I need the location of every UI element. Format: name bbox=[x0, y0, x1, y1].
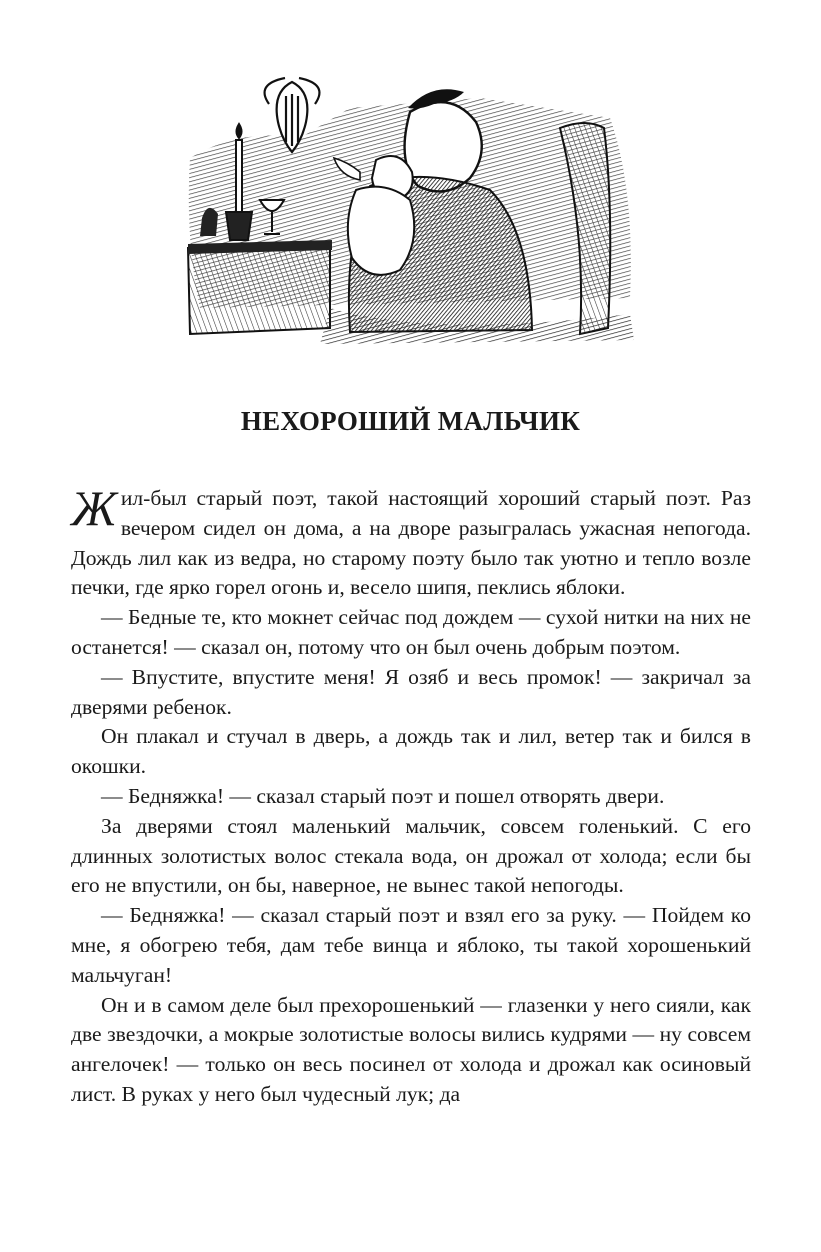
story-text bbox=[71, 480, 751, 1110]
paragraph: За дверями стоял маленький мальчик, совсем голенький. С его длинных золотистых волос стекала вода, он дрожал от холода; если бы его не впустили, он бы, наверное, не вынес такой непогоды. bbox=[71, 813, 751, 898]
drop-cap: Ж bbox=[71, 480, 117, 536]
paragraph: — Бедные те, кто мокнет сейчас под дождем — сухой нитки на них не останется! — сказал он, потому что он был очень добрым поэтом. bbox=[71, 605, 751, 659]
paragraph bbox=[71, 480, 751, 603]
paragraph: — Бедняжка! — сказал старый поэт и взял его за руку. — Пойдем ко мне, я обогрею тебя, дам тебе винца и яблоко, ты такой хорошенький мальчуган! bbox=[71, 903, 751, 987]
engraving-illustration bbox=[180, 68, 642, 348]
paragraph: Он и в самом деле был прехорошенький — глазенки у него сияли, как две звездочки, а мокрые золотистые волосы вились кудрями — ну совсем ангелочек! — только он весь посинел от холода и дрожал как осиновый лист. В руках у него был чудесный лук; да bbox=[71, 992, 751, 1106]
chapter-title: НЕХОРОШИЙ МАЛЬЧИК bbox=[240, 406, 581, 436]
paragraph: — Впустите, впустите меня! Я озяб и весь промок! — закричал за дверями ребенок. bbox=[71, 664, 751, 719]
paragraph-text: ил-был старый поэт, такой настоящий хороший старый поэт. Раз вечером сидел он дома, а на дворе разыгралась ужасная непогода. Дождь лил как из ведра, но старому поэту было так уютно и тепло возле печки, где ярко горел огонь и, весело шипя, пеклись яблоки. bbox=[71, 486, 751, 600]
paragraph: — Бедняжка! — сказал старый поэт и пошел отворять двери. bbox=[101, 783, 665, 808]
paragraph: Он плакал и стучал в дверь, а дождь так и лил, ветер так и бился в окошки. bbox=[71, 724, 751, 779]
